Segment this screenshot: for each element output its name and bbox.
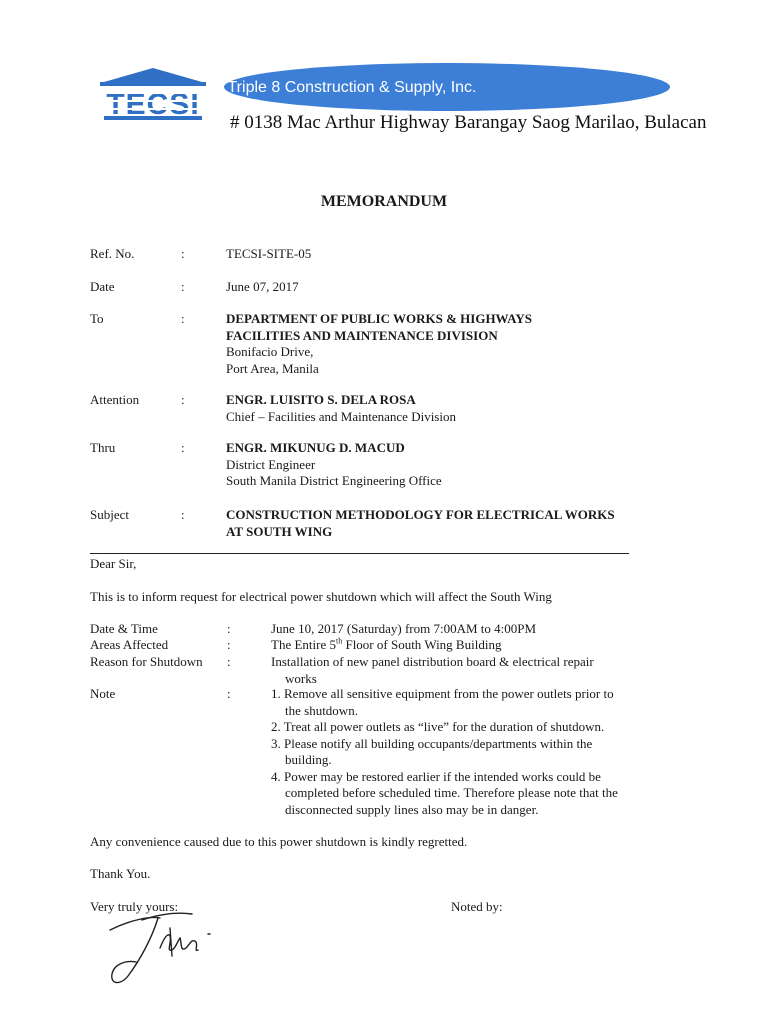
note-label: Note <box>90 686 116 701</box>
colon: : <box>227 686 231 701</box>
colon: : <box>181 311 185 326</box>
to-line1: DEPARTMENT OF PUBLIC WORKS & HIGHWAYS <box>226 311 532 326</box>
thru-title2: South Manila District Engineering Office <box>226 473 442 488</box>
note-1b: the shutdown. <box>285 702 358 718</box>
company-banner <box>222 60 672 114</box>
to-line2: FACILITIES AND MAINTENANCE DIVISION <box>226 327 498 343</box>
to-line4: Port Area, Manila <box>226 360 319 376</box>
datetime-label: Date & Time <box>90 621 158 636</box>
subject-line2: AT SOUTH WING <box>226 523 333 539</box>
attention-block <box>226 392 456 425</box>
colon: : <box>181 507 185 522</box>
attention-name: ENGR. LUISITO S. DELA ROSA <box>226 392 416 407</box>
reason-block <box>271 654 594 687</box>
colon: : <box>181 279 185 294</box>
ref-value: TECSI-SITE-05 <box>226 246 312 261</box>
salutation: Dear Sir, <box>90 556 137 571</box>
areas-sup: th <box>335 636 343 646</box>
closing-paragraph: Any convenience caused due to this power shutdown is kindly regretted. <box>90 834 468 849</box>
sign-off: Very truly yours: <box>90 899 179 914</box>
note-4a: 4. Power may be restored earlier if the intended works could be <box>271 768 601 784</box>
colon: : <box>227 621 231 636</box>
areas-pre: The Entire 5 <box>271 637 336 652</box>
areas-value <box>271 637 501 654</box>
note-3a: 3. Please notify all building occupants/departments within the <box>271 735 593 751</box>
note-list <box>271 686 618 818</box>
thru-name: ENGR. MIKUNUG D. MACUD <box>226 440 405 455</box>
note-1a: 1. Remove all sensitive equipment from the power outlets prior to <box>271 686 614 701</box>
colon: : <box>227 637 231 652</box>
intro-paragraph: This is to inform request for electrical power shutdown which will affect the South Wing <box>90 589 552 604</box>
logo-text: TECSI <box>106 88 200 121</box>
company-name: Triple 8 Construction & Supply, Inc. <box>227 79 477 96</box>
company-address: # 0138 Mac Arthur Highway Barangay Saog Marilao, Bulacan <box>230 112 707 133</box>
attention-title: Chief – Facilities and Maintenance Division <box>226 408 456 424</box>
colon: : <box>227 654 231 669</box>
subject-label: Subject <box>90 507 129 522</box>
note-3b: building. <box>285 752 332 767</box>
note-4c: disconnected supply lines also may be in danger. <box>285 801 539 817</box>
thru-title1: District Engineer <box>226 456 316 472</box>
colon: : <box>181 392 185 407</box>
note-4b: completed before scheduled time. Therefore please note that the <box>285 785 618 800</box>
datetime-value: June 10, 2017 (Saturday) from 7:00AM to 4:00PM <box>271 621 537 636</box>
thru-label: Thru <box>90 440 116 455</box>
reason-line1: Installation of new panel distribution board & electrical repair <box>271 654 594 669</box>
to-line3: Bonifacio Drive, <box>226 344 314 359</box>
to-block <box>226 311 532 377</box>
reason-label: Reason for Shutdown <box>90 654 203 669</box>
areas-label: Areas Affected <box>90 637 169 652</box>
thanks: Thank You. <box>90 866 151 881</box>
subject-block <box>226 507 615 540</box>
reason-line2: works <box>285 670 317 686</box>
to-label: To <box>90 311 104 326</box>
date-label: Date <box>90 279 115 294</box>
colon: : <box>181 440 185 455</box>
thru-block <box>226 440 442 490</box>
colon: : <box>181 246 185 261</box>
date-value: June 07, 2017 <box>226 279 299 294</box>
areas-post: Floor of South Wing Building <box>342 637 502 652</box>
attention-label: Attention <box>90 392 140 407</box>
divider <box>90 553 629 554</box>
subject-line1: CONSTRUCTION METHODOLOGY FOR ELECTRICAL WORKS <box>226 507 615 522</box>
noted-by: Noted by: <box>451 899 503 914</box>
signature <box>100 898 220 994</box>
note-2: 2. Treat all power outlets as “live” for the duration of shutdown. <box>271 719 605 734</box>
company-logo <box>94 66 212 124</box>
ref-label: Ref. No. <box>90 246 135 261</box>
memo-title: MEMORANDUM <box>320 193 448 210</box>
